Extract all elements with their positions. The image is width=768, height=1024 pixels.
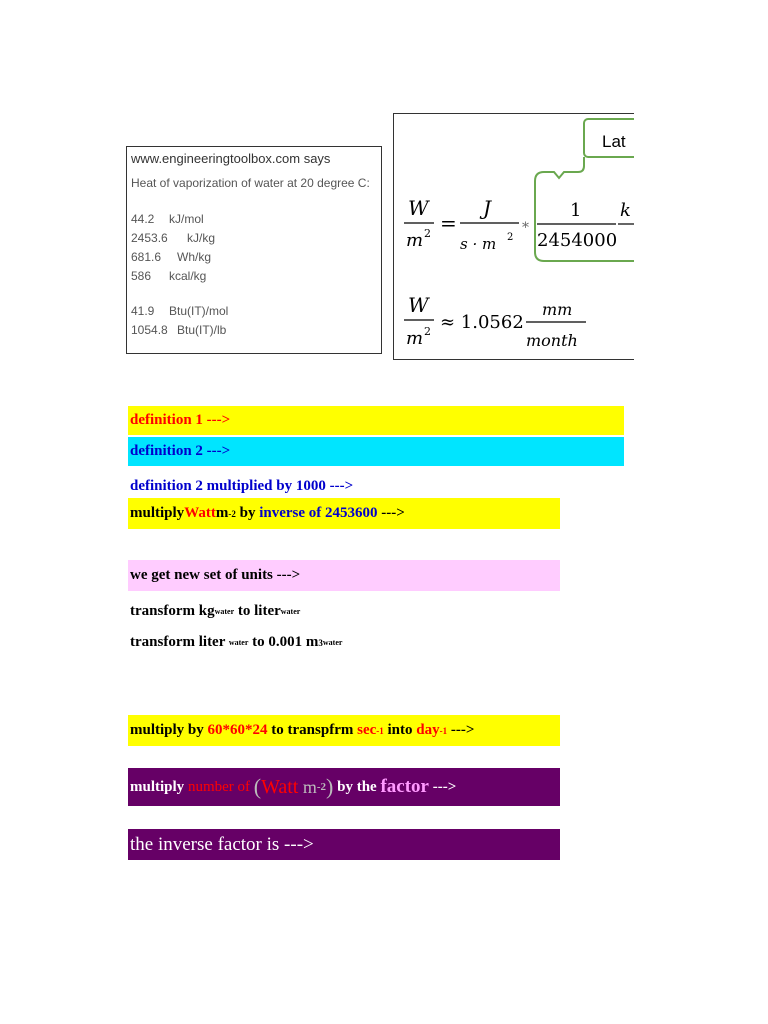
formula-J: J <box>483 196 492 220</box>
watt-large: Watt <box>261 775 299 798</box>
definition-2-row: definition 2 ---> <box>128 437 624 466</box>
toolbox-unit: Wh/kg <box>177 250 212 264</box>
multiply-number-row: multiply number of ( Watt m -2 ) by the factor ---> <box>128 768 560 806</box>
multiply-by-label: multiply by <box>130 722 208 738</box>
toolbox-row <box>131 210 377 229</box>
toolbox-row <box>131 267 377 286</box>
open-paren: ( <box>253 774 262 799</box>
sec-label: sec <box>357 722 377 738</box>
transform-liter-label: transform liter <box>130 634 229 650</box>
toolbox-row <box>131 229 377 248</box>
arrow-label: ---> <box>377 505 405 521</box>
transform-liter-row: transform liter water to 0.001 m 3 water <box>130 634 343 650</box>
definition-1-row: definition 1 ---> <box>128 406 624 435</box>
toolbox-unit: kJ/kg <box>187 231 216 245</box>
m-large: m <box>298 776 317 797</box>
toolbox-unit: kJ/mol <box>169 212 204 226</box>
watt-label: Watt <box>184 505 216 521</box>
toolbox-value: 2453.6 <box>131 231 168 245</box>
formula2-m: m <box>406 328 424 349</box>
formula2-W: W <box>408 293 429 317</box>
number-of-label: number of <box>187 778 254 795</box>
formula-svg <box>394 114 634 359</box>
formula2-exp: 2 <box>424 325 431 338</box>
day-arrow: ---> <box>447 722 475 738</box>
definition-2-x1000-row: definition 2 multiplied by 1000 ---> <box>130 478 354 494</box>
toolbox-value: 44.2 <box>131 212 155 226</box>
toolbox-value: 1054.8 <box>131 323 168 337</box>
factor-arrow: ---> <box>429 778 457 795</box>
formula2-mm: mm <box>542 300 573 319</box>
toolbox-title: www.engineeringtoolbox.com says <box>131 151 331 166</box>
formula-mult: * <box>522 220 529 236</box>
toolbox-value: 681.6 <box>131 250 162 264</box>
formula-exp: 2 <box>424 227 431 240</box>
toolbox-unit: Btu(IT)/lb <box>177 323 227 337</box>
to-m3-label: to 0.001 m <box>248 634 319 650</box>
inverse-label: inverse of 2453600 <box>259 505 378 521</box>
formula2-month: month <box>526 331 578 350</box>
toolbox-row <box>131 321 377 340</box>
by-the-label: by the <box>333 778 381 795</box>
callout-text: Lat <box>602 132 626 151</box>
formula2-approx: ≈ 1.0562 <box>440 312 524 333</box>
toolbox-rows-group-1 <box>131 210 377 286</box>
seconds-per-day: 60*60*24 <box>207 722 268 738</box>
toolbox-value: 586 <box>131 269 152 283</box>
transpfrm-label: to transpfrm <box>267 722 358 738</box>
toolbox-row <box>131 248 377 267</box>
formula-one: 1 <box>570 200 582 221</box>
formula-exp-2: 2 <box>507 232 514 243</box>
multiply-watt-row: multiply Watt m -2 by inverse of 2453600 ---> <box>128 498 560 529</box>
new-units-row: we get new set of units ---> <box>128 560 560 591</box>
multiply-day-row: multiply by 60*60*24 to transpfrm sec -1 into day -1 ---> <box>128 715 560 746</box>
toolbox-value: 41.9 <box>131 304 155 318</box>
multiply-label: multiply <box>130 505 185 521</box>
transform-kg-label: transform kg <box>130 603 215 619</box>
formula-cut: k <box>620 200 631 221</box>
day-label: day <box>416 722 440 738</box>
toolbox-unit: kcal/kg <box>169 269 207 283</box>
toolbox-unit: Btu(IT)/mol <box>169 304 229 318</box>
toolbox-row <box>131 302 377 321</box>
to-liter-label: to liter <box>234 603 281 619</box>
formula-panel <box>393 113 634 360</box>
transform-kg-row: transform kg water to liter water <box>130 603 301 619</box>
toolbox-panel <box>126 146 382 354</box>
by-label: by <box>235 505 260 521</box>
toolbox-heading: Heat of vaporization of water at 20 degree C: <box>131 176 370 190</box>
multiply-number-label: multiply <box>130 778 188 795</box>
formula-m: m <box>406 230 424 251</box>
m-label: m <box>215 505 229 521</box>
formula-denom: 2454000 <box>537 230 618 251</box>
formula-W: W <box>408 196 429 220</box>
close-paren: ) <box>326 774 334 799</box>
into-label: into <box>383 722 417 738</box>
inverse-factor-row: the inverse factor is ---> <box>128 829 560 860</box>
formula-s-m: s · m <box>460 235 497 253</box>
toolbox-rows-group-2 <box>131 302 377 340</box>
factor-label: factor <box>380 776 429 797</box>
formula-eq: = <box>440 211 457 235</box>
